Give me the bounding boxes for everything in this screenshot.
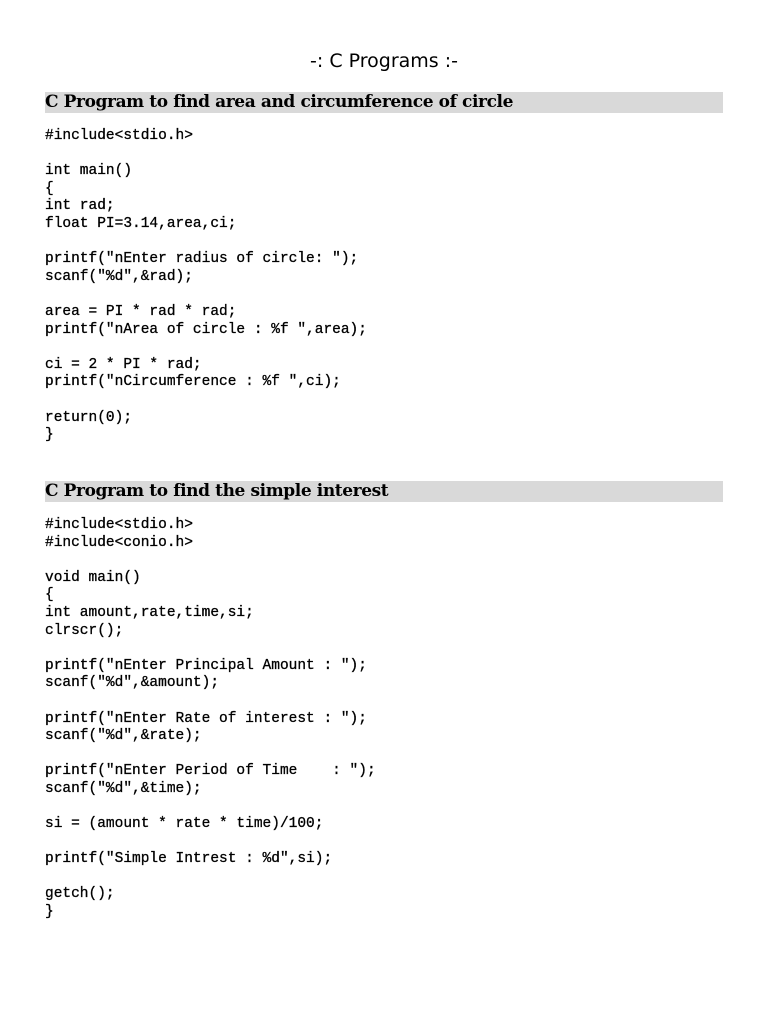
code-line: [45, 834, 725, 852]
code-line: float PI=3.14,area,ci;: [45, 215, 237, 232]
code-line: [45, 746, 725, 764]
code-line: printf("Simple Intrest : %d",si);: [45, 851, 333, 868]
code-line: [45, 339, 725, 357]
code-line: scanf("%d",&amount);: [45, 675, 220, 692]
code-line: printf("nArea of circle : %f ",area);: [45, 321, 367, 338]
code-line: [45, 640, 725, 658]
code-line: printf("nEnter radius of circle: ");: [45, 251, 359, 268]
section-heading-simple-interest: C Program to find the simple interest: [45, 481, 723, 502]
code-line: [45, 286, 725, 304]
code-line: #include<stdio.h>: [45, 517, 193, 533]
code-line: [45, 869, 725, 887]
code-line: [45, 146, 725, 164]
code-line: #include<stdio.h>: [45, 128, 193, 144]
code-line: return(0);: [45, 409, 133, 426]
code-block-circle: [45, 128, 725, 445]
code-line: }: [45, 904, 54, 921]
code-line: [45, 799, 725, 817]
code-line: }: [45, 427, 54, 444]
code-line: int amount,rate,time,si;: [45, 604, 254, 621]
code-line: area = PI * rad * rad;: [45, 303, 237, 320]
page-title: -: C Programs :-: [310, 50, 458, 72]
code-line: printf("nEnter Principal Amount : ");: [45, 657, 367, 674]
code-line: printf("nEnter Rate of interest : ");: [45, 710, 367, 727]
code-line: [45, 693, 725, 711]
code-line: [45, 392, 725, 410]
code-line: [45, 552, 725, 570]
code-line: void main(): [45, 569, 141, 586]
code-line: {: [45, 587, 54, 604]
code-line: printf("nEnter Period of Time : ");: [45, 763, 376, 780]
code-line: getch();: [45, 886, 115, 903]
code-line: #include<conio.h>: [45, 534, 193, 551]
code-line: [45, 234, 725, 252]
code-line: {: [45, 180, 54, 197]
code-block-simple-interest: [45, 517, 725, 922]
section-heading-circle: C Program to find area and circumference of circle: [45, 92, 723, 113]
code-line: scanf("%d",&time);: [45, 780, 202, 797]
code-line: ci = 2 * PI * rad;: [45, 356, 202, 373]
code-line: scanf("%d",&rate);: [45, 728, 202, 745]
code-line: scanf("%d",&rad);: [45, 268, 193, 285]
code-line: int main(): [45, 163, 133, 180]
code-line: printf("nCircumference : %f ",ci);: [45, 374, 341, 391]
code-line: int rad;: [45, 198, 115, 215]
code-line: si = (amount * rate * time)/100;: [45, 816, 324, 833]
code-line: clrscr();: [45, 622, 124, 639]
